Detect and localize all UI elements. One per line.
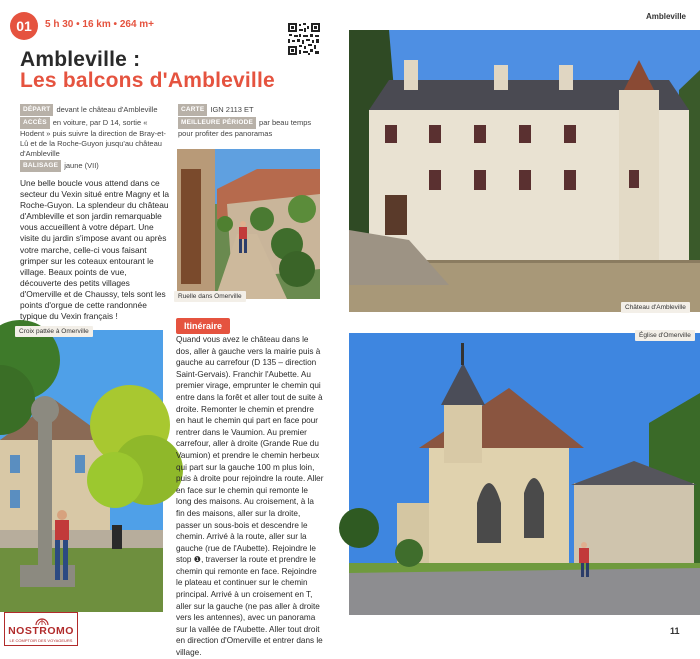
photo-croix	[0, 330, 163, 612]
periode-text: par beau temps pour profiter des panoramas	[178, 118, 312, 138]
depart-text: devant le château d'Ambleville	[56, 105, 158, 114]
caption-ruelle: Ruelle dans Omerville	[174, 291, 246, 302]
globe-icon	[35, 615, 49, 625]
ruelle-image	[177, 149, 320, 299]
logo-tagline: LE COMPTOIR DES VOYAGEURS	[9, 638, 73, 643]
caption-eglise: Église d'Omerville	[635, 330, 695, 341]
eglise-image	[349, 333, 700, 615]
carte-label: CARTE	[178, 104, 207, 116]
qr-code-icon[interactable]	[287, 22, 321, 56]
itinerary-text: Quand vous avez le château dans le dos, aller à gauche vers la mairie puis à gauche au carrefour (D 135 – direction Saint-Gervais). Franchir l'Aubette. Au premier virage, emprunter le chemin qui entre dans la forêt et aller tout de suite à droite. Remonter le chemin et prendre en haut le chemin qui part en face pour rentrer dans le Vaumion. Au premier carrefour, aller à droite (Grande Rue du Vaumion) et prendre le chemin herbeux qui part sur la gauche 100 m plus loin, puis à droite pour rejoindre la route. Aller en face sur le chemin qui remonte le long des maisons. Au croisement, à la fin des maisons, aller sur la droite, passer un sous-bois et descendre le chemin. Arrivé à la route, aller sur la gauche (rue de l'Aubette). Rejoindre le stop ❶, traverser la route et prendre le chemin qui remonte en face. Rejoindre le plateau et continuer sur le chemin principal. Arrivé à un croisement en T, aller sur la gauche (ne pas aller à droite vers les antennes), avec un panorama sur la vallée de l'Aubette. Aller tout droit en direction d'Omerville et entrer dans le village.	[176, 335, 324, 658]
acces-label: ACCÈS	[20, 117, 50, 129]
running-header-place: Ambleville	[645, 12, 686, 21]
nostromo-logo	[4, 612, 78, 646]
intro-paragraph: Une belle boucle vous attend dans ce secteur du Vexin situé entre Magny et la Roche-Guyon. La splendeur du château d'Ambleville et son jardin remarquable vous accueillent à votre départ. Une visite du jardin s'impose avant ou après votre marche, celle-ci vous faisant grimper sur les coteaux entourant le village. Beaux points de vue, découverte des petits villages d'Omerville et de Chaussy, tels sont les points d'orgue de cette randonnée typique du Vexin français !	[20, 178, 169, 322]
chateau-image	[349, 30, 700, 312]
route-number: 01	[16, 18, 32, 34]
info-carte	[178, 104, 323, 116]
page-number: 11	[670, 626, 680, 636]
itinerary-label: Itinéraire	[176, 318, 230, 334]
acces-text: en voiture, par D 14, sortie « Hodent » puis suivre la direction de Bray-et-Lû et de la Roche-Guyon jusqu'au château d'Ambleville	[20, 118, 166, 158]
info-acces	[20, 117, 170, 159]
depart-label: DÉPART	[20, 104, 53, 116]
caption-croix: Croix pattée à Omerville	[15, 326, 93, 337]
page-subtitle: Les balcons d'Ambleville	[20, 69, 275, 92]
logo-name: NOSTROMO	[8, 625, 74, 637]
caption-chateau: Château d'Ambleville	[621, 302, 690, 313]
page-title: Ambleville :	[20, 48, 141, 71]
route-number-badge	[10, 12, 38, 40]
balisage-text: jaune (VII)	[64, 161, 99, 170]
info-depart	[20, 104, 170, 116]
info-balisage	[20, 160, 170, 172]
balisage-label: BALISAGE	[20, 160, 61, 172]
periode-label: MEILLEURE PÉRIODE	[178, 117, 256, 129]
photo-ruelle	[177, 149, 320, 299]
photo-chateau	[349, 30, 700, 312]
croix-image	[0, 330, 163, 612]
carte-text: IGN 2113 ET	[210, 105, 254, 114]
info-right	[178, 104, 323, 139]
route-stats: 5 h 30 • 16 km • 264 m+	[45, 19, 155, 30]
photo-eglise	[349, 333, 700, 615]
info-left	[20, 104, 170, 172]
info-periode	[178, 117, 323, 139]
